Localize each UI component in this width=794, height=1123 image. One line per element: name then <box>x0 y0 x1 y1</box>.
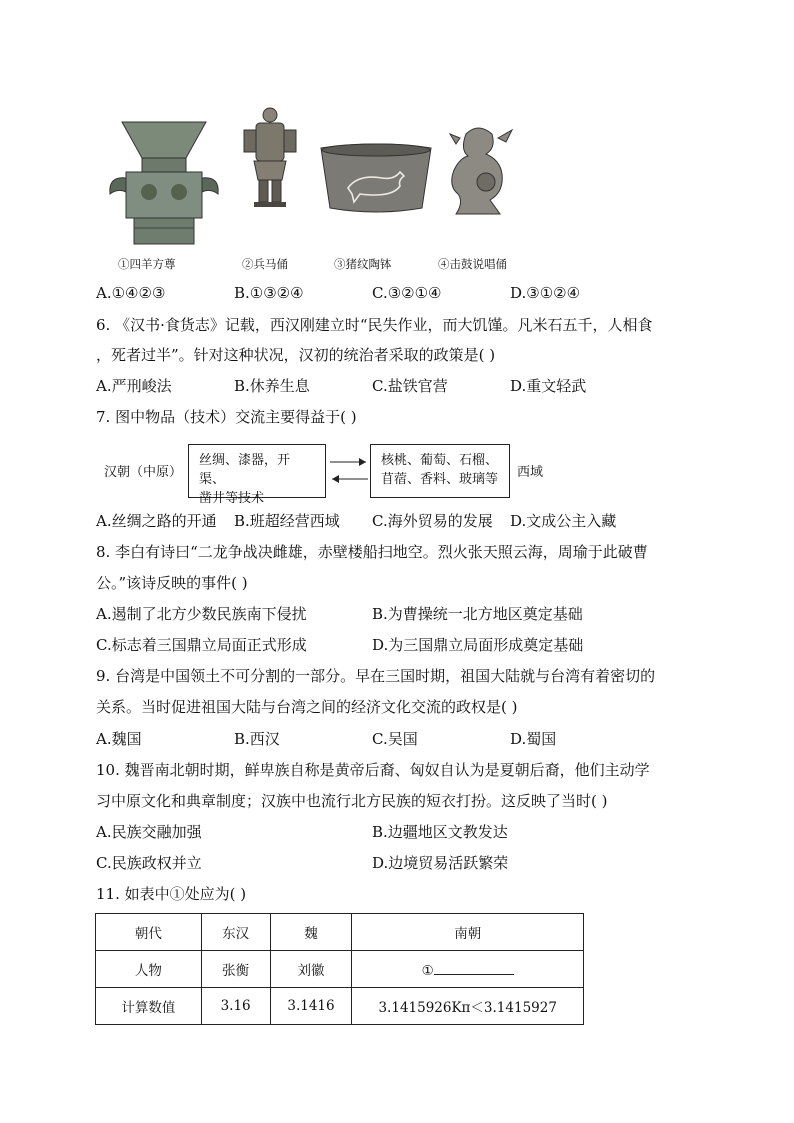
table-row <box>96 914 584 951</box>
diagram-right-box-line2: 苜蓿、香料、玻璃等 <box>381 472 499 487</box>
diagram-left-box <box>188 444 326 506</box>
image-caption-2: ②兵马俑 <box>242 257 288 271</box>
pig-pottery-icon <box>318 142 434 216</box>
q10-stem-line1: 10. 魏晋南北朝时期，鲜卑族自称是黄帝后裔、匈奴自认为是夏朝后裔，他们主动学 <box>96 761 650 779</box>
diagram-left-label: 汉朝（中原） <box>104 465 183 480</box>
q9-stem-line2: 关系。当时促进祖国大陆与台湾之间的经济文化交流的政权是( ) <box>96 698 518 716</box>
diagram-right-label: 西域 <box>517 465 544 480</box>
table-cell: 刘徽 <box>270 951 352 988</box>
q6-stem-line1: 6. 《汉书·食货志》记载，西汉刚建立时“民失作业，而大饥馑。凡米石五千，人相食 <box>96 316 653 334</box>
q10-option-a[interactable]: A.民族交融加强 <box>96 823 202 841</box>
q8-stem-line2: 公。”该诗反映的事件( ) <box>96 574 248 592</box>
terracotta-warrior-icon <box>240 106 300 208</box>
table-cell: 3.16 <box>201 988 270 1025</box>
q7-option-d[interactable]: D.文成公主入藏 <box>510 512 617 530</box>
q10-option-d[interactable]: D.边境贸易活跃繁荣 <box>372 854 509 872</box>
q8-option-d[interactable]: D.为三国鼎立局面形成奠定基础 <box>372 636 584 654</box>
table-cell: 张衡 <box>201 951 270 988</box>
q9-option-c[interactable]: C.吴国 <box>372 730 418 748</box>
q9-option-d[interactable]: D.蜀国 <box>510 730 557 748</box>
q8-option-a[interactable]: A.遏制了北方少数民族南下侵扰 <box>96 605 307 623</box>
exchange-arrows-icon <box>328 452 370 490</box>
q5-option-c[interactable]: C.③②①④ <box>372 284 442 302</box>
q10-option-b[interactable]: B.边疆地区文教发达 <box>372 823 508 841</box>
table-cell: 人物 <box>96 951 202 988</box>
q8-stem-line1: 8. 李白有诗曰“二龙争战决雌雄，赤壁楼船扫地空。烈火张天照云海，周瑜于此破曹 <box>96 543 648 561</box>
table-cell: 计算数值 <box>96 988 202 1025</box>
q7-option-a[interactable]: A.丝绸之路的开通 <box>96 512 217 530</box>
diagram-left-box-line2: 凿井等技术 <box>199 491 265 506</box>
four-ram-zun-icon <box>104 118 224 248</box>
table-cell: 南朝 <box>352 914 584 951</box>
q11-table <box>95 913 584 1025</box>
q6-option-b[interactable]: B.休养生息 <box>234 377 310 395</box>
q6-option-d[interactable]: D.重文轻武 <box>510 377 587 395</box>
q9-option-a[interactable]: A.魏国 <box>96 730 142 748</box>
table-cell: 东汉 <box>201 914 270 951</box>
diagram-right-box-line1: 核桃、葡萄、石榴、 <box>381 453 499 468</box>
q11-stem: 11. 如表中①处应为( ) <box>96 885 247 903</box>
q7-option-c[interactable]: C.海外贸易的发展 <box>372 512 493 530</box>
table-cell: 朝代 <box>96 914 202 951</box>
q9-option-b[interactable]: B.西汉 <box>234 730 280 748</box>
image-caption-4: ④击鼓说唱俑 <box>438 257 507 271</box>
table-row <box>96 951 584 988</box>
q5-option-a[interactable]: A.①④②③ <box>96 284 166 302</box>
q5-option-b[interactable]: B.①③②④ <box>234 284 304 302</box>
diagram-right-box <box>370 444 510 498</box>
q6-stem-line2: ，死者过半”。针对这种状况，汉初的统治者采取的政策是( ) <box>96 346 496 364</box>
blank-marker: ① <box>421 962 434 979</box>
q8-option-c[interactable]: C.标志着三国鼎立局面正式形成 <box>96 636 307 654</box>
q7-stem: 7. 图中物品（技术）交流主要得益于( ) <box>96 408 357 426</box>
q10-option-c[interactable]: C.民族政权并立 <box>96 854 202 872</box>
q6-option-a[interactable]: A.严刑峻法 <box>96 377 172 395</box>
drum-storyteller-icon <box>446 124 518 222</box>
table-row <box>96 988 584 1025</box>
answer-blank-cell[interactable] <box>352 951 584 988</box>
image-caption-1: ①四羊方尊 <box>118 257 176 271</box>
q7-option-b[interactable]: B.班超经营西域 <box>234 512 340 530</box>
diagram-left-box-line1: 丝绸、漆器，开渠、 <box>199 453 291 487</box>
table-cell: 魏 <box>270 914 352 951</box>
image-caption-3: ③猪纹陶钵 <box>334 257 392 271</box>
q10-stem-line2: 习中原文化和典章制度；汉族中也流行北方民族的短衣打扮。这反映了当时( ) <box>96 792 608 810</box>
table-cell: 3.1415926Kπ＜3.1415927 <box>352 988 584 1025</box>
q9-stem-line1: 9. 台湾是中国领土不可分割的一部分。早在三国时期，祖国大陆就与台湾有着密切的 <box>96 667 656 685</box>
q8-option-b[interactable]: B.为曹操统一北方地区奠定基础 <box>372 605 583 623</box>
q5-option-d[interactable]: D.③①②④ <box>510 284 581 302</box>
table-cell: 3.1416 <box>270 988 352 1025</box>
q6-option-c[interactable]: C.盐铁官营 <box>372 377 448 395</box>
answer-blank-line[interactable] <box>434 960 514 975</box>
